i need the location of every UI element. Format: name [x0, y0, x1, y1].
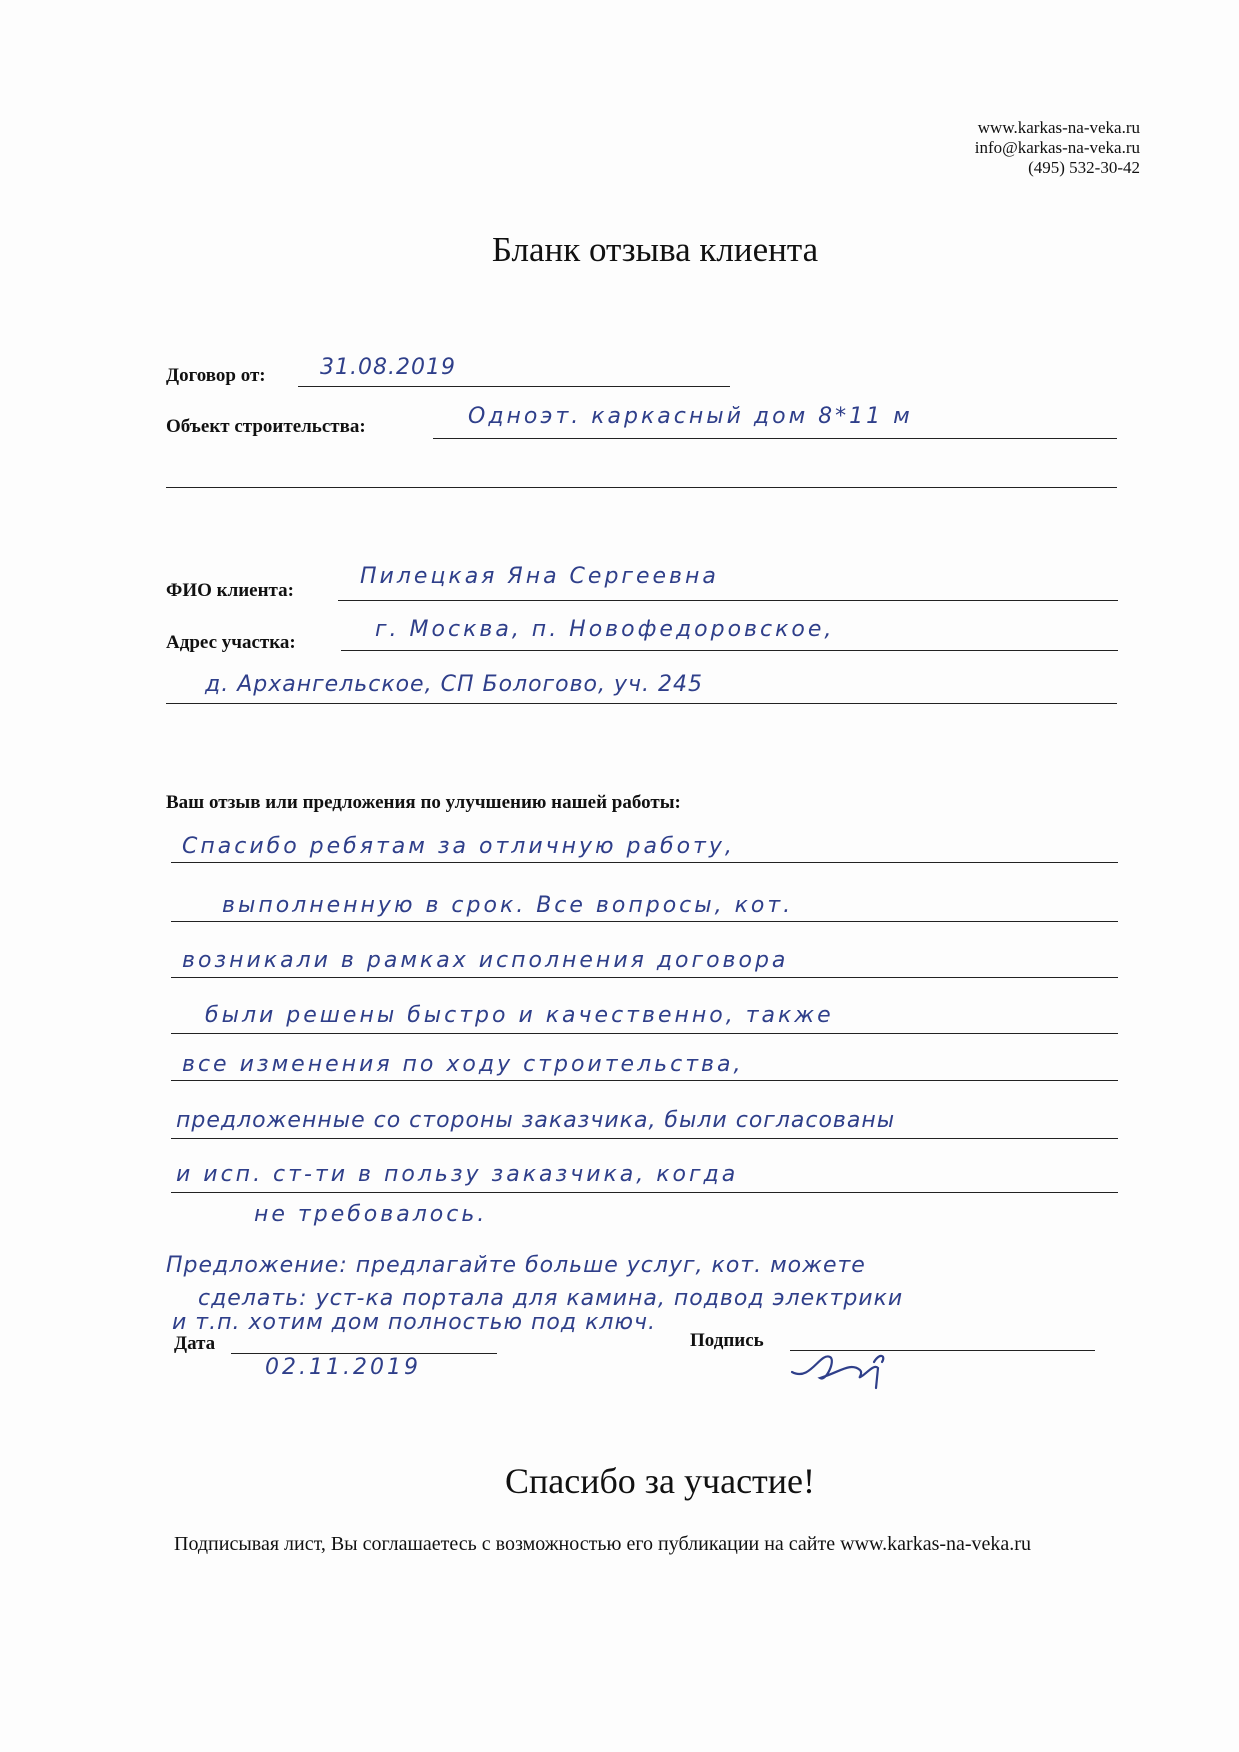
site-address-label: Адрес участка: — [166, 632, 296, 653]
site-address-value-1: г. Москва, п. Новофедоровское, — [375, 617, 835, 642]
construction-object-line — [433, 438, 1117, 439]
feedback-text-5: все изменения по ходу строительства, — [182, 1052, 744, 1077]
publication-consent: Подписывая лист, Вы соглашаетесь с возможностью его публикации на сайте www.karkas-na-veka.ru — [174, 1533, 1031, 1555]
feedback-text-8: не требовалось. — [254, 1202, 488, 1227]
client-name-label: ФИО клиента: — [166, 580, 294, 601]
contract-date-label: Договор от: — [166, 365, 266, 386]
feedback-line-4 — [171, 1033, 1118, 1034]
construction-object-value: Одноэт. каркасный дом 8*11 м — [468, 404, 913, 429]
client-name-line — [338, 600, 1118, 601]
client-signature — [790, 1342, 920, 1392]
company-contacts — [975, 118, 1140, 178]
company-website[interactable]: www.karkas-na-veka.ru — [977, 118, 1140, 137]
feedback-line-1 — [171, 862, 1118, 863]
contract-date-value: 31.08.2019 — [320, 355, 456, 380]
feedback-line-5 — [171, 1080, 1118, 1081]
date-label: Дата — [174, 1333, 216, 1354]
company-email[interactable]: info@karkas-na-veka.ru — [974, 138, 1140, 157]
signature-label: Подпись — [690, 1330, 764, 1351]
site-address-value-2: д. Архангельское, СП Бологово, уч. 245 — [205, 672, 703, 697]
feedback-line-3 — [171, 977, 1118, 978]
feedback-line-7 — [171, 1192, 1118, 1193]
feedback-line-6 — [171, 1138, 1118, 1139]
contract-date-line — [298, 386, 730, 387]
construction-object-line-2 — [166, 487, 1117, 488]
site-address-line-2 — [166, 703, 1117, 704]
date-value: 02.11.2019 — [265, 1355, 421, 1380]
feedback-text-1: Спасибо ребятам за отличную работу, — [182, 834, 735, 859]
feedback-label: Ваш отзыв или предложения по улучшению нашей работы: — [166, 792, 681, 813]
thanks-message: Спасибо за участие! — [504, 1461, 816, 1501]
date-line — [231, 1353, 497, 1354]
suggestion-text-2: сделать: уст-ка портала для камина, подвод электрики — [198, 1286, 904, 1311]
feedback-text-3: возникали в рамках исполнения договора — [182, 948, 789, 973]
site-address-line — [341, 650, 1118, 651]
suggestion-text-3: и т.п. хотим дом полностью под ключ. — [172, 1310, 656, 1335]
form-title: Бланк отзыва клиента — [491, 230, 819, 269]
feedback-text-2: выполненную в срок. Все вопросы, кот. — [222, 893, 794, 918]
feedback-text-7: и исп. ст-ти в пользу заказчика, когда — [176, 1162, 739, 1187]
client-name-value: Пилецкая Яна Сергеевна — [360, 564, 719, 589]
construction-object-label: Объект строительства: — [166, 416, 366, 437]
suggestion-text-1: Предложение: предлагайте больше услуг, кот. можете — [166, 1253, 866, 1278]
feedback-text-4: были решены быстро и качественно, также — [205, 1003, 834, 1028]
company-phone: (495) 532-30-42 — [1028, 158, 1140, 177]
feedback-line-2 — [171, 921, 1118, 922]
feedback-text-6: предложенные со стороны заказчика, были согласованы — [176, 1108, 896, 1133]
